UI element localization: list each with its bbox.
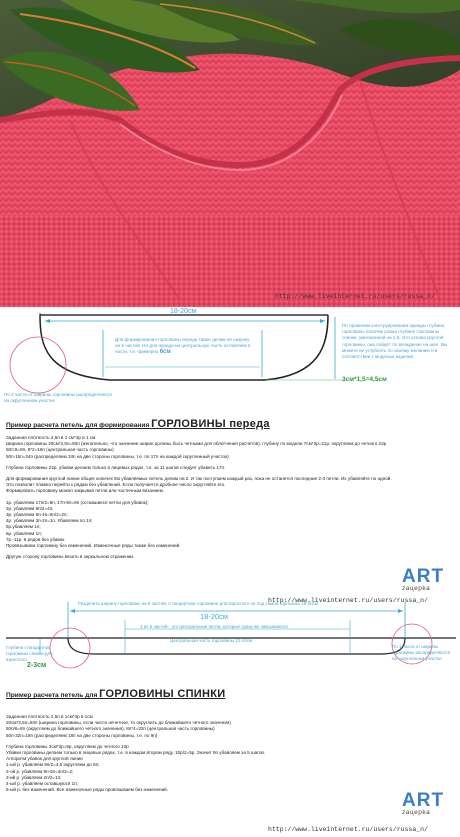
front-line: Другую сторону горловины вязать в зеркальном отражении. <box>6 554 135 560</box>
front-center-value: 6см <box>159 349 171 356</box>
back-center-note2: Центральная часть горловины 12-14см <box>170 638 253 643</box>
watermark-url[interactable]: http://www.liveinternet.ru/users/russa_n/ <box>268 826 428 833</box>
back-line: 3-ий р. убавляем 2п/2=1п; <box>6 774 62 780</box>
front-center-note-text: Для формирования горловины переда также делим ее ширину на 6 частей. Но для переда на центральную часть оставляем 2 части, т.е. примерно <box>115 337 251 355</box>
sweater-neckline-image <box>0 0 460 307</box>
front-line: 50п:6=8п, 8*2=16п (центральная часть горловины) <box>6 447 114 453</box>
front-line: 7р.-11р. 5 рядов без убавок <box>6 536 65 542</box>
back-depth-note: Глубина стандартной горловины спинки для взрослого <box>6 645 53 662</box>
front-line: 3р. убавляем 5п-4п=5п/2=2п; <box>6 512 68 518</box>
front-title <box>6 418 270 430</box>
front-line: 5р.убавляем 1п; <box>6 524 41 530</box>
back-line: Убавки горловины делаем только в лицевых рядах, т.е. в каждом втором ряду. 10р/2=5р. Значит 9п убавляем за 5 шагов. <box>6 750 266 756</box>
front-width-label: 18-20см <box>170 308 197 315</box>
back-title <box>6 688 225 700</box>
back-line: 4-ый р. убавляем оставшуюся 1п; <box>6 781 78 787</box>
art-logo-sub: zaцepka <box>402 809 431 816</box>
back-title-main: ГОРЛОВИНЫ СПИНКИ <box>99 688 226 700</box>
front-line: Ширина горловины 20см*2,5п=50п (желательно, что значение ширин должны быть четными для облегчения расчетов), глубину по модели 7см*3р=21р, округляем до четного 22р <box>6 441 387 447</box>
back-center-note: 4 из 6 частей - это центральные петли, которые сразу же закрываются <box>140 624 288 629</box>
front-body <box>6 435 454 560</box>
front-line: 2р. убавляем 9п/2=4п; <box>6 505 54 511</box>
back-body <box>6 714 454 793</box>
back-line: 50п-32п=18п (распределяем 18п на две стороны горловины, т.е. по 9п) <box>6 732 158 738</box>
back-line: Алгоритм убавок для круглой линии <box>6 756 83 762</box>
back-line: 50п/6=8п (округляем до ближайшего четного значения), 8п*4=32п (центральная часть горловины) <box>6 726 215 732</box>
front-line: 4р. убавляем 3п-2п=1п. Убавляем по 1п; <box>6 518 93 524</box>
back-title-prefix: Пример расчета петель для <box>6 692 98 699</box>
front-line: 6р. убавляем 1п; <box>6 530 42 536</box>
front-line: Глубина горловины 22р, убавки делаем только в лицевых рядах, т.е. за 11 шагов следует убавить 17п. <box>6 464 226 470</box>
art-logo-main: ART <box>402 566 445 587</box>
art-logo-sub: zaцepka <box>402 585 431 592</box>
front-note-right: По правилам конструирования одежды глубина горловины полочки ровна глубине горловины спинки, умноженной на 1,5. Это основа круглой горловины, она пойдёт по вхождение на шее. Вы можете не углублять по своему желанию и в соответствии с моделью изделия. <box>342 323 448 360</box>
front-depth-label: 3см*1,5=4,5см <box>342 376 387 383</box>
back-top-note: Разделить ширину горловины на 6 частей. Стандартная горловина для взрослого не под самое горлышко 18-20см <box>78 601 319 606</box>
art-logo-main: ART <box>402 790 445 811</box>
front-line: 50п-16п=34п (распределяем 34п на две стороны горловины, т.е. по 17п на каждой скругленный участок) <box>6 453 229 459</box>
back-line: Заданная плотность 2,5п в 1см*3р в 1см <box>6 714 93 719</box>
knitted-sweater-photo <box>0 0 460 307</box>
front-title-prefix: Пример расчета петель для формирования <box>6 422 150 429</box>
back-width-label: 18-20см <box>200 612 229 621</box>
front-left-note: По 2 части от ширины горловины распределяются на округленном участке <box>4 392 112 404</box>
front-title-main: ГОРЛОВИНЫ переда <box>151 418 270 430</box>
front-line: Для формирования круглой линии общее количество убавляемых петель делим на 2. И так поступаем каждый раз, пока не останется последние 2-3 петли. Их убавляйте по одной. <box>6 476 392 482</box>
back-line: 5-ый р. без изменений. Все изменочные ряды провязываем без изменений. <box>6 787 168 793</box>
watermark-url[interactable]: http://www.liveinternet.ru/users/russa_n/ <box>275 293 435 300</box>
back-line: Глубина горловины 3см*3р=9р, округляем до четного 10р <box>6 743 129 749</box>
back-depth-value: 2-3см <box>27 662 47 669</box>
front-line: Провязываем горловину без изменений. Изменочные ряды также без изменений. <box>6 543 181 549</box>
watermark-url[interactable]: http://www.liveinternet.ru/users/russa_n/ <box>268 597 428 604</box>
front-line: Формировать горловину можно закрывая петли или частичным вязанием. <box>6 488 165 494</box>
back-line: 20см*2,5п=50п (ширина горловины, если число нечетное, то округлить до ближайшего четного значения) <box>6 720 231 726</box>
back-line: 1-ый р. убавляем 9п/2=4,5 округляем до 5п; <box>6 762 100 768</box>
front-center-note <box>115 337 255 356</box>
front-line: 1р. убавляем 17п/2=8п, 17п-8п=9п (оставшиеся петли для убавок); <box>6 499 149 505</box>
back-line: 2-ой р. убавляем 9п-5п=4п/2=2; <box>6 768 74 774</box>
back-right-note: По 1 части от ширины горловины распределяются на скругленном участке <box>392 644 451 661</box>
front-line: Это позволит плавно перейти к рядам без убавлений. Если получается дробное число округляйте его. <box>6 482 226 488</box>
front-line: Заданная плотность 2,5п в 1 см*3р в 1 см <box>6 435 96 440</box>
art-logo <box>402 790 444 816</box>
